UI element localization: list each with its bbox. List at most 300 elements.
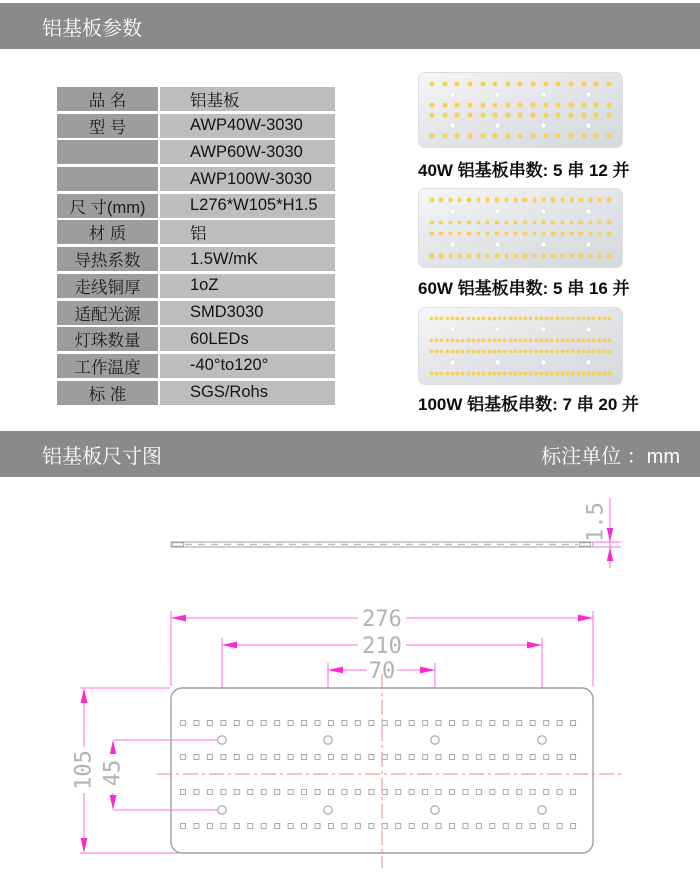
led-dot <box>472 317 475 320</box>
led-pad <box>382 721 387 726</box>
led-pad <box>557 755 562 760</box>
led-pad <box>288 755 293 760</box>
mounting-hole <box>586 242 591 247</box>
spec-value: SGS/Rohs <box>160 381 335 405</box>
led-dot <box>570 198 574 202</box>
led-dot-row <box>430 317 611 320</box>
led-dot <box>435 350 438 353</box>
led-dot <box>542 221 546 225</box>
led-pad <box>207 721 212 726</box>
led-pad <box>476 755 481 760</box>
led-dot <box>509 372 512 375</box>
led-dot <box>461 350 464 353</box>
led-dot <box>523 198 527 202</box>
led-pad <box>450 721 455 726</box>
spec-value: 1oZ <box>160 274 335 298</box>
led-dot <box>545 350 548 353</box>
mounting-hole <box>450 360 455 365</box>
led-dot <box>443 103 447 107</box>
board-caption-100w: 100W 铝基板串数: 7 串 20 并 <box>418 395 640 414</box>
led-dot <box>535 339 538 342</box>
mounting-hole <box>586 360 591 365</box>
led-dot <box>535 317 538 320</box>
spec-label: 品 名 <box>57 87 158 111</box>
led-pad <box>261 790 266 795</box>
led-dot <box>477 350 480 353</box>
led-dot <box>495 232 499 236</box>
led-dot <box>531 82 535 86</box>
led-dot <box>461 339 464 342</box>
led-dot <box>531 134 535 138</box>
led-dot <box>535 350 538 353</box>
hole-row <box>430 209 611 214</box>
led-dot-row <box>430 113 611 117</box>
board-photo-100w <box>418 307 623 385</box>
hole-row <box>430 123 611 128</box>
led-pad <box>571 790 576 795</box>
led-dot <box>439 254 443 258</box>
mounting-hole <box>431 736 439 744</box>
led-pad <box>396 790 401 795</box>
led-dot <box>523 254 527 258</box>
led-pad <box>342 824 347 829</box>
led-dot <box>533 232 537 236</box>
led-pad <box>261 755 266 760</box>
led-dot <box>598 339 601 342</box>
led-dot <box>506 134 510 138</box>
led-pad <box>571 824 576 829</box>
led-dot <box>503 372 506 375</box>
led-pad <box>315 790 320 795</box>
led-dot <box>550 372 553 375</box>
led-dot <box>514 339 517 342</box>
led-dot <box>440 350 443 353</box>
led-pad <box>382 790 387 795</box>
board-side-view <box>171 542 593 547</box>
led-dot <box>603 317 606 320</box>
led-dot <box>594 103 598 107</box>
params-section-header <box>0 3 700 49</box>
led-dot <box>524 350 527 353</box>
spec-label: 导热系数 <box>57 247 158 271</box>
led-pad <box>530 790 535 795</box>
led-dot <box>556 317 559 320</box>
led-dot <box>587 372 590 375</box>
led-pad <box>517 824 522 829</box>
led-dot-row <box>430 372 611 375</box>
led-pad <box>328 790 333 795</box>
led-dot <box>449 254 453 258</box>
led-dot <box>467 221 471 225</box>
mounting-hole <box>538 736 546 744</box>
led-dot <box>577 372 580 375</box>
led-pad <box>436 721 441 726</box>
led-dot <box>592 350 595 353</box>
led-dot <box>561 372 564 375</box>
led-dot <box>540 350 543 353</box>
mounting-hole <box>586 209 591 214</box>
led-dot <box>493 317 496 320</box>
table-row <box>57 354 335 378</box>
led-dot <box>467 317 470 320</box>
led-dot <box>458 232 462 236</box>
led-pad <box>423 721 428 726</box>
led-dot <box>493 103 497 107</box>
mounting-hole <box>218 736 226 744</box>
led-dot <box>503 339 506 342</box>
led-dot <box>545 372 548 375</box>
led-pad <box>275 824 280 829</box>
mounting-hole <box>431 806 439 814</box>
led-pad <box>450 824 455 829</box>
spec-value: -40°to120° <box>160 354 335 378</box>
led-pad <box>517 755 522 760</box>
led-dot <box>524 339 527 342</box>
led-dot <box>607 198 611 202</box>
led-dot <box>495 254 499 258</box>
led-pad <box>261 824 266 829</box>
led-dot <box>446 317 449 320</box>
led-dot <box>579 232 583 236</box>
mounting-hole <box>450 92 455 97</box>
led-dot <box>446 339 449 342</box>
led-dot <box>518 82 522 86</box>
led-dot <box>519 350 522 353</box>
led-dot <box>455 82 459 86</box>
dim-length-label: 276 <box>362 607 402 632</box>
led-dot <box>486 198 490 202</box>
led-dot <box>592 317 595 320</box>
led-pad <box>194 824 199 829</box>
led-dot <box>467 232 471 236</box>
mounting-hole <box>450 327 455 332</box>
led-pad <box>207 755 212 760</box>
led-dot <box>495 198 499 202</box>
led-pad <box>396 755 401 760</box>
params-section-title: 铝基板参数 <box>42 17 142 40</box>
led-dot <box>577 339 580 342</box>
led-dot <box>540 317 543 320</box>
led-dot <box>506 103 510 107</box>
led-pad <box>342 755 347 760</box>
led-dot <box>495 221 499 225</box>
led-pad <box>423 755 428 760</box>
led-pad <box>302 824 307 829</box>
dim-hole-gap-label: 45 <box>100 759 126 787</box>
led-dot <box>505 232 509 236</box>
mounting-hole <box>324 736 332 744</box>
led-dot <box>551 198 555 202</box>
led-dot <box>598 198 602 202</box>
led-dot <box>514 317 517 320</box>
led-dot <box>449 232 453 236</box>
led-dot <box>523 221 527 225</box>
led-dot <box>455 134 459 138</box>
table-row <box>57 381 335 405</box>
led-dot <box>446 350 449 353</box>
led-pad <box>423 790 428 795</box>
led-pad <box>355 824 360 829</box>
dimension-diagram <box>0 477 700 872</box>
led-dot <box>561 198 565 202</box>
led-dot <box>524 317 527 320</box>
led-pad <box>248 790 253 795</box>
led-dot <box>505 221 509 225</box>
led-pad <box>181 755 186 760</box>
mounting-hole <box>541 360 546 365</box>
spec-value: 60LEDs <box>160 327 335 351</box>
led-dot <box>577 350 580 353</box>
led-pad <box>221 721 226 726</box>
led-pad <box>248 721 253 726</box>
led-dot <box>481 134 485 138</box>
spec-value: 1.5W/mK <box>160 247 335 271</box>
led-dot <box>456 339 459 342</box>
table-row <box>57 194 335 218</box>
led-dot <box>535 372 538 375</box>
led-pad <box>275 721 280 726</box>
led-dot <box>482 372 485 375</box>
led-dot <box>589 232 593 236</box>
board-caption-60w: 60W 铝基板串数: 5 串 16 并 <box>418 279 630 298</box>
led-pad <box>234 790 239 795</box>
led-pad <box>463 755 468 760</box>
led-pad <box>248 755 253 760</box>
led-pad <box>342 721 347 726</box>
led-pad <box>571 755 576 760</box>
led-dot <box>514 232 518 236</box>
led-dot <box>430 103 434 107</box>
led-dot <box>440 339 443 342</box>
led-dot <box>458 254 462 258</box>
led-dot <box>446 372 449 375</box>
spec-label: 适配光源 <box>57 301 158 325</box>
led-pad <box>450 790 455 795</box>
led-dot <box>477 317 480 320</box>
led-dot <box>594 134 598 138</box>
led-dot <box>488 350 491 353</box>
led-dot-row <box>430 254 611 258</box>
spec-label: 灯珠数量 <box>57 327 158 351</box>
led-pad <box>302 790 307 795</box>
spec-label: 型 号 <box>57 114 158 138</box>
led-dot <box>435 339 438 342</box>
led-dot <box>589 198 593 202</box>
led-dot <box>582 372 585 375</box>
mounting-hole <box>541 327 546 332</box>
led-dot <box>493 134 497 138</box>
mounting-hole <box>538 806 546 814</box>
led-dot <box>542 254 546 258</box>
led-dot <box>598 317 601 320</box>
led-pad <box>315 721 320 726</box>
led-pad <box>302 721 307 726</box>
led-pad <box>355 721 360 726</box>
led-dot <box>498 317 501 320</box>
led-dot <box>542 198 546 202</box>
led-dot <box>551 254 555 258</box>
mounting-hole <box>450 123 455 128</box>
led-dot <box>589 254 593 258</box>
led-dot <box>561 350 564 353</box>
led-pad <box>503 721 508 726</box>
led-pad <box>234 824 239 829</box>
led-pad <box>328 755 333 760</box>
led-dot <box>556 134 560 138</box>
led-dot <box>456 317 459 320</box>
led-dot <box>455 113 459 117</box>
mounting-hole <box>541 209 546 214</box>
led-dot <box>579 254 583 258</box>
led-dot <box>594 82 598 86</box>
led-dot-row <box>430 232 611 236</box>
led-pad <box>261 721 266 726</box>
led-dot <box>498 350 501 353</box>
led-dot <box>509 350 512 353</box>
led-dot <box>556 350 559 353</box>
table-row <box>57 247 335 271</box>
led-dot <box>430 134 434 138</box>
led-dot <box>556 103 560 107</box>
spec-table <box>57 87 335 407</box>
mounting-hole <box>495 92 500 97</box>
mounting-hole <box>324 806 332 814</box>
hole-row <box>430 327 611 332</box>
led-dot <box>607 232 611 236</box>
led-dot <box>430 198 434 202</box>
led-dot <box>455 103 459 107</box>
led-dot <box>472 372 475 375</box>
led-pad <box>342 790 347 795</box>
led-dot <box>439 232 443 236</box>
led-pad <box>369 824 374 829</box>
led-dot <box>598 350 601 353</box>
led-dot <box>582 134 586 138</box>
led-dot <box>571 350 574 353</box>
led-dot <box>461 317 464 320</box>
led-pad <box>194 721 199 726</box>
led-dot <box>556 339 559 342</box>
led-dot <box>566 372 569 375</box>
led-dot <box>505 198 509 202</box>
led-pad <box>328 824 333 829</box>
led-dot <box>529 372 532 375</box>
led-pad <box>382 824 387 829</box>
led-pad <box>221 790 226 795</box>
spec-value: AWP40W-3030 <box>160 114 335 138</box>
led-dot <box>477 232 481 236</box>
led-pad <box>436 824 441 829</box>
led-dot <box>603 372 606 375</box>
mounting-hole <box>450 209 455 214</box>
mounting-hole <box>495 209 500 214</box>
led-dot <box>467 254 471 258</box>
led-dot <box>598 221 602 225</box>
led-dot <box>550 350 553 353</box>
led-dot <box>582 82 586 86</box>
led-dot <box>566 317 569 320</box>
led-dot <box>592 372 595 375</box>
led-pad <box>530 824 535 829</box>
led-pad <box>355 790 360 795</box>
led-dot <box>524 372 527 375</box>
led-dot <box>577 317 580 320</box>
led-dot <box>582 113 586 117</box>
led-dot-row <box>430 198 611 202</box>
led-dot <box>545 339 548 342</box>
led-pad <box>248 824 253 829</box>
led-pad <box>490 721 495 726</box>
hole-row <box>430 92 611 97</box>
led-dot <box>440 372 443 375</box>
led-dot-row <box>430 221 611 225</box>
led-dot <box>570 254 574 258</box>
led-pad <box>194 755 199 760</box>
led-pad <box>409 790 414 795</box>
led-pad <box>490 790 495 795</box>
led-dot-row <box>430 103 611 107</box>
led-pad <box>436 790 441 795</box>
led-dot <box>544 103 548 107</box>
spec-label <box>57 140 158 164</box>
led-dot <box>486 221 490 225</box>
led-dot <box>514 372 517 375</box>
led-dot <box>551 221 555 225</box>
unit-note: 标注单位 ：mm <box>541 445 680 468</box>
led-dot <box>477 372 480 375</box>
led-dot <box>582 350 585 353</box>
table-row <box>57 114 335 138</box>
led-dot <box>443 134 447 138</box>
led-pad <box>517 790 522 795</box>
led-dot <box>603 339 606 342</box>
led-dot <box>514 350 517 353</box>
led-pad <box>503 824 508 829</box>
led-dot <box>505 254 509 258</box>
mounting-hole <box>586 92 591 97</box>
spec-label: 走线铜厚 <box>57 274 158 298</box>
led-pad <box>194 790 199 795</box>
led-dot <box>467 198 471 202</box>
led-pad <box>544 721 549 726</box>
led-dot <box>523 232 527 236</box>
mounting-hole <box>495 242 500 247</box>
led-dot <box>430 113 434 117</box>
led-pad <box>517 721 522 726</box>
led-pad <box>221 824 226 829</box>
led-pad <box>476 790 481 795</box>
spec-label: 尺 寸(mm) <box>57 194 158 218</box>
led-dot <box>608 339 611 342</box>
led-dot <box>561 254 565 258</box>
led-dot <box>570 232 574 236</box>
led-dot <box>430 232 434 236</box>
mounting-hole <box>495 360 500 365</box>
led-dot <box>509 339 512 342</box>
dim-thickness <box>584 498 622 568</box>
led-dot <box>519 372 522 375</box>
led-dot <box>481 113 485 117</box>
table-row <box>57 140 335 164</box>
led-dot <box>533 221 537 225</box>
dim-width-label: 105 <box>71 750 97 790</box>
led-pad <box>181 824 186 829</box>
led-dot <box>570 221 574 225</box>
led-dot <box>506 113 510 117</box>
led-pad <box>207 824 212 829</box>
led-pad <box>315 824 320 829</box>
dims-section-title: 铝基板尺寸图 <box>42 445 162 468</box>
